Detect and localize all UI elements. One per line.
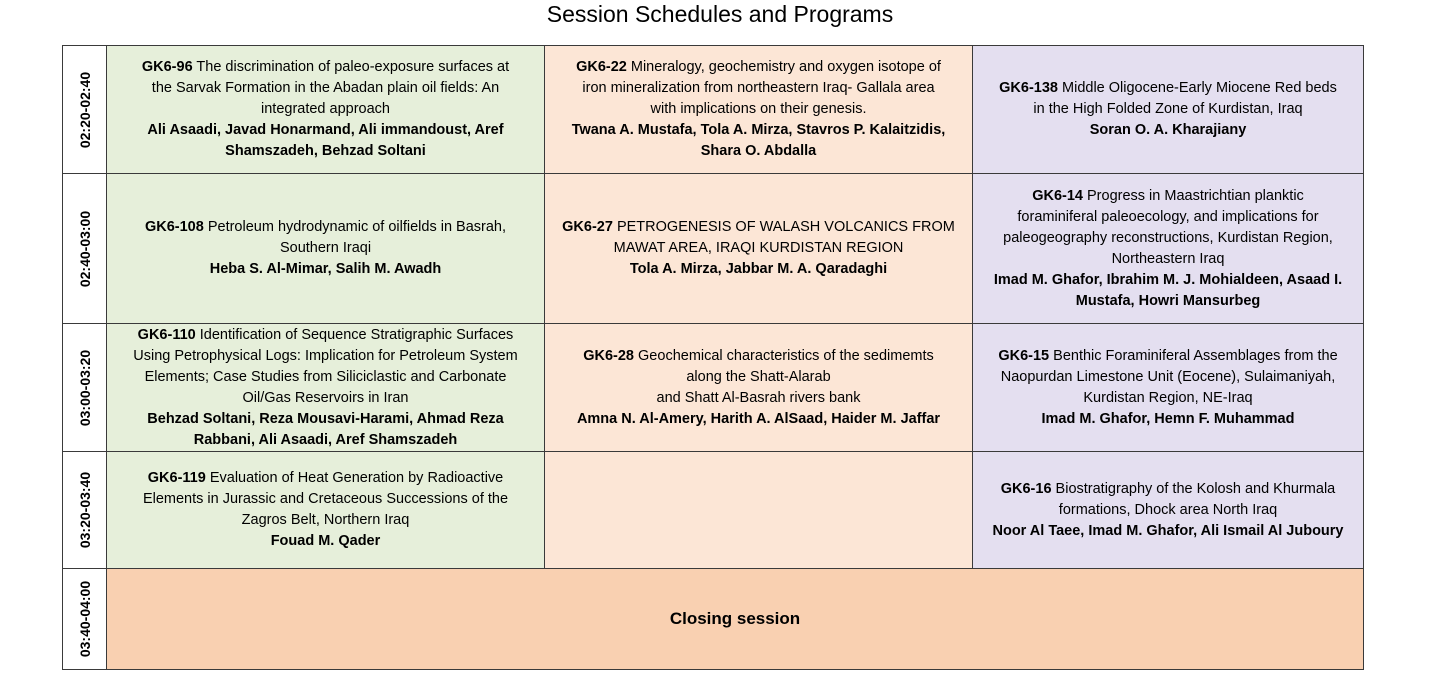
paper-title-text: Using Petrophysical Logs: Implication for Petroleum System: [133, 347, 518, 364]
paper-code: GK6-14: [1032, 187, 1083, 204]
paper-authors: Tola A. Mirza, Jabbar M. A. Qaradaghi: [629, 261, 888, 277]
title-line: [115, 510, 536, 531]
presentation-cell: [107, 452, 545, 569]
title-line: [553, 57, 964, 78]
paper-title-text: formations, Dhock area North Iraq: [1058, 501, 1278, 518]
title-line: [981, 479, 1355, 500]
presentation-cell: [107, 324, 545, 452]
paper-title-text: integrated approach: [261, 101, 390, 117]
paper-authors: Rabbani, Ali Asaadi, Aref Shamszadeh: [193, 431, 458, 448]
title-line: [553, 367, 964, 388]
title-line: [115, 388, 536, 409]
paper-title-text: Middle Oligocene-Early Miocene Red beds: [1062, 80, 1337, 96]
title-line: [981, 388, 1355, 409]
paper-title-text: the Sarvak Formation in the Abadan plain oil fields: An: [151, 80, 500, 96]
paper-title-text: Kurdistan Region, NE-Iraq: [1083, 389, 1253, 406]
time-slot-cell: [63, 324, 107, 452]
paper-title-text: Oil/Gas Reservoirs in Iran: [242, 389, 409, 406]
paper-title-text: Elements in Jurassic and Cretaceous Successions of the: [142, 491, 509, 507]
paper-title-text: Identification of Sequence Stratigraphic Surfaces: [199, 326, 514, 343]
title-line: [115, 57, 536, 78]
schedule-row: [63, 174, 1364, 324]
paper-authors: Shamszadeh, Behzad Soltani: [225, 143, 426, 159]
title-line: [981, 207, 1355, 228]
paper-authors: Shara O. Abdalla: [700, 143, 817, 159]
paper-title-text: Northeastern Iraq: [1111, 250, 1225, 267]
paper-title-text: The discrimination of paleo-exposure surfaces at: [196, 59, 510, 75]
presentation: [973, 479, 1363, 542]
paper-code: GK6-27: [562, 219, 613, 235]
paper-title-text: Zagros Belt, Northern Iraq: [241, 512, 410, 528]
paper-title-text: along the Shatt-Alarab: [686, 368, 831, 385]
presentation: [545, 57, 972, 162]
paper-code: GK6-16: [1000, 480, 1052, 497]
title-line: [115, 346, 536, 367]
paper-title-text: PETROGENESIS OF WALASH VOLCANICS FROM: [616, 219, 955, 235]
title-line: [981, 186, 1355, 207]
presentation-cell: [973, 174, 1364, 324]
time-slot-label: 03:00-03:20: [76, 349, 93, 426]
presentation-cell: [545, 324, 973, 452]
title-line: [981, 249, 1355, 270]
paper-title-text: in the High Folded Zone of Kurdistan, Iraq: [1033, 101, 1303, 117]
time-slot-cell: [63, 46, 107, 174]
paper-title-text: Geochemical characteristics of the sedimemts: [638, 347, 934, 364]
paper-title-text: foraminiferal paleoecology, and implications for: [1017, 208, 1319, 225]
paper-code: GK6-138: [999, 80, 1058, 96]
title-line: [981, 367, 1355, 388]
paper-code: GK6-119: [147, 470, 206, 486]
presentation: [107, 217, 544, 280]
paper-authors: Imad M. Ghafor, Ibrahim M. J. Mohialdeen, Asaad I.: [993, 271, 1343, 288]
title-line: [115, 238, 536, 259]
closing-session-label: Closing session: [669, 609, 801, 628]
time-slot-cell: [63, 569, 107, 670]
schedule-table: [62, 45, 1364, 670]
closing-session-cell: [107, 569, 1364, 670]
paper-authors: Imad M. Ghafor, Hemn F. Muhammad: [1041, 410, 1295, 427]
paper-title-text: and Shatt Al-Basrah rivers bank: [656, 389, 861, 406]
paper-title-text: Evaluation of Heat Generation by Radioactive: [209, 470, 504, 486]
page-title: Session Schedules and Programs: [546, 1, 894, 27]
time-slot-cell: [63, 174, 107, 324]
presentation-cell: [973, 324, 1364, 452]
title-line: [115, 367, 536, 388]
title-line: [553, 78, 964, 99]
time-slot-label: 02:20-02:40: [76, 71, 93, 148]
paper-title-text: Benthic Foraminiferal Assemblages from the: [1053, 347, 1338, 364]
schedule-row: [63, 324, 1364, 452]
title-line: [115, 78, 536, 99]
paper-title-text: Naopurdan Limestone Unit (Eocene), Sulaimaniyah,: [1000, 368, 1336, 385]
paper-title-text: Progress in Maastrichtian planktic: [1087, 187, 1304, 204]
paper-code: GK6-22: [576, 59, 627, 75]
presentation-cell: [107, 46, 545, 174]
title-line: [553, 217, 964, 238]
title-line: [981, 99, 1355, 120]
paper-authors: Soran O. A. Kharajiany: [1089, 122, 1247, 138]
schedule-row: [63, 452, 1364, 569]
presentation: [973, 78, 1363, 141]
title-line: [115, 468, 536, 489]
paper-authors: Heba S. Al-Mimar, Salih M. Awadh: [209, 261, 442, 277]
title-line: [553, 238, 964, 259]
paper-title-text: paleogeography reconstructions, Kurdistan Region,: [1003, 229, 1333, 246]
title-line: [553, 388, 964, 409]
presentation: [107, 57, 544, 162]
paper-title-text: with implications on their genesis.: [650, 101, 867, 117]
paper-title-text: iron mineralization from northeastern Iraq- Gallala area: [582, 80, 935, 96]
closing-row: [63, 569, 1364, 670]
paper-code: GK6-110: [137, 326, 196, 343]
paper-authors: Mustafa, Howri Mansurbeg: [1075, 292, 1261, 309]
paper-authors: Twana A. Mustafa, Tola A. Mirza, Stavros P. Kalaitzidis,: [571, 122, 946, 138]
paper-authors: Behzad Soltani, Reza Mousavi-Harami, Ahmad Reza: [147, 410, 504, 427]
presentation: [107, 325, 544, 451]
title-line: [115, 325, 536, 346]
presentation-cell: [107, 174, 545, 324]
presentation: [107, 468, 544, 552]
presentation-cell: [545, 174, 973, 324]
empty-cell: [545, 452, 973, 569]
title-line: [981, 78, 1355, 99]
presentation: [545, 346, 972, 430]
paper-title-text: Petroleum hydrodynamic of oilfields in Basrah,: [207, 219, 507, 235]
paper-authors: Fouad M. Qader: [270, 533, 381, 549]
title-line: [981, 228, 1355, 249]
paper-title-text: Biostratigraphy of the Kolosh and Khurmala: [1055, 480, 1336, 497]
schedule-row: [63, 46, 1364, 174]
presentation: [973, 346, 1363, 430]
presentation: [973, 186, 1363, 312]
time-slot-label: 03:40-04:00: [76, 580, 93, 658]
presentation-cell: [973, 452, 1364, 569]
paper-code: GK6-28: [583, 347, 634, 364]
paper-title-text: MAWAT AREA, IRAQI KURDISTAN REGION: [613, 240, 904, 256]
paper-authors: Ali Asaadi, Javad Honarmand, Ali immandoust, Aref: [147, 122, 504, 138]
title-line: [981, 346, 1355, 367]
title-line: [115, 489, 536, 510]
title-line: [553, 99, 964, 120]
time-slot-label: 03:20-03:40: [76, 471, 93, 549]
title-line: [981, 500, 1355, 521]
presentation: [545, 217, 972, 280]
time-slot-label: 02:40-03:00: [76, 210, 93, 287]
paper-authors: Noor Al Taee, Imad M. Ghafor, Ali Ismail Al Juboury: [992, 522, 1344, 539]
presentation-cell: [973, 46, 1364, 174]
paper-authors: Amna N. Al-Amery, Harith A. AlSaad, Haider M. Jaffar: [576, 410, 941, 427]
title-line: [115, 217, 536, 238]
time-slot-cell: [63, 452, 107, 569]
paper-title-text: Elements; Case Studies from Siliciclastic and Carbonate: [144, 368, 507, 385]
presentation-cell: [545, 46, 973, 174]
title-line: [553, 346, 964, 367]
title-line: [115, 99, 536, 120]
paper-code: GK6-15: [998, 347, 1050, 364]
paper-title-text: Southern Iraqi: [279, 240, 372, 256]
paper-title-text: Mineralogy, geochemistry and oxygen isotope of: [630, 59, 941, 75]
paper-code: GK6-96: [141, 59, 193, 75]
paper-code: GK6-108: [144, 219, 204, 235]
